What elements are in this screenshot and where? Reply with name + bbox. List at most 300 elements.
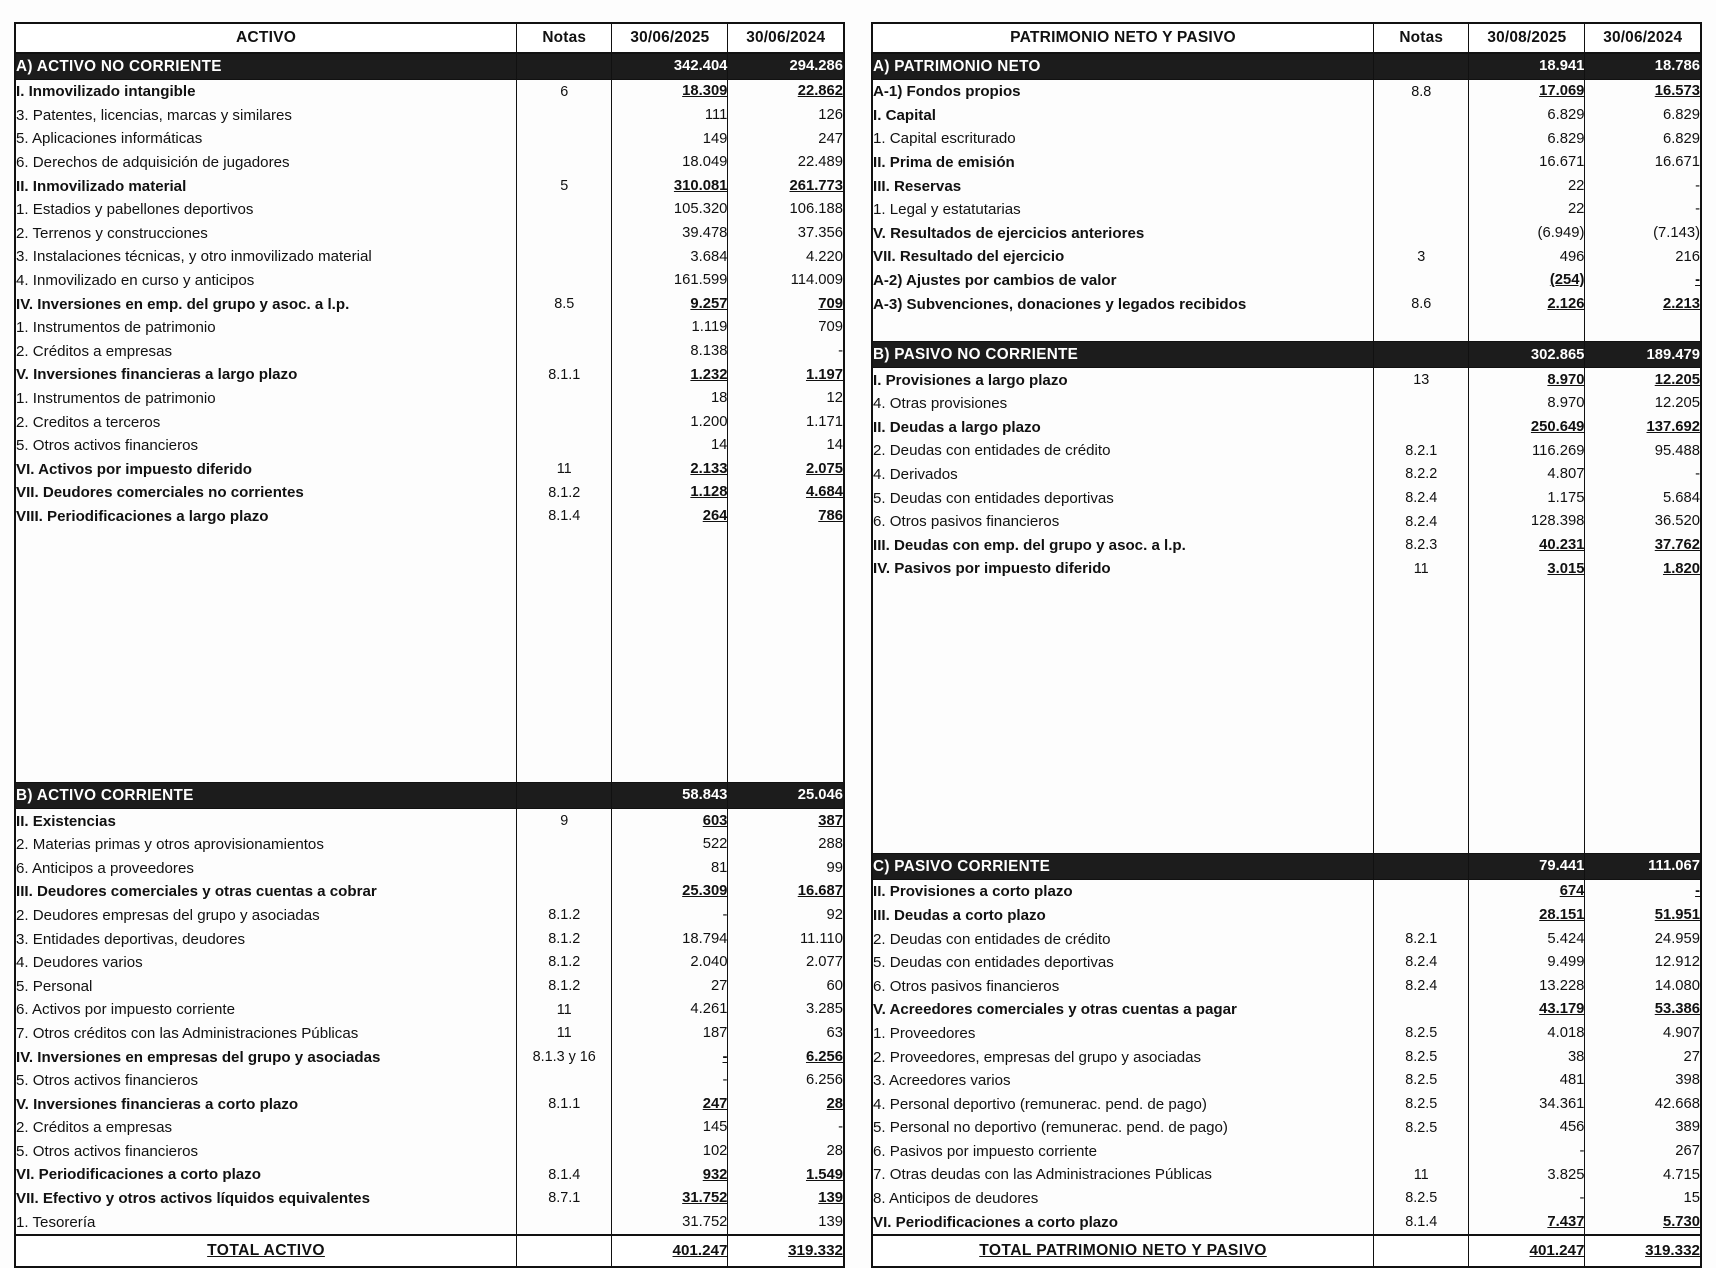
row-value-year1: 7.437	[1469, 1210, 1585, 1235]
row-value-year1: 247	[612, 1092, 728, 1116]
row-note-ref: 8.2.3	[1374, 534, 1469, 558]
row-label: II. Provisiones a corto plazo	[872, 880, 1374, 904]
table-row	[872, 1022, 1701, 1046]
table-row	[15, 458, 844, 482]
row-note-ref: 8.7.1	[517, 1187, 612, 1211]
row-value-year1: 674	[1469, 880, 1585, 904]
spacer-row	[872, 316, 1701, 342]
row-label	[872, 581, 1374, 854]
row-value-year1: 18.941	[1469, 53, 1585, 80]
row-note-ref: 11	[1374, 557, 1469, 581]
row-note-ref	[517, 410, 612, 434]
table-row	[15, 1092, 844, 1116]
row-value-year1: -	[612, 904, 728, 928]
row-value-year2: 6.829	[1585, 104, 1701, 128]
row-value-year1: 31.752	[612, 1187, 728, 1211]
row-label: A-1) Fondos propios	[872, 80, 1374, 104]
row-note-ref: 8.2.5	[1374, 1116, 1469, 1140]
row-value-year1: 27	[612, 974, 728, 998]
row-value-year1: -	[612, 1069, 728, 1093]
table-row	[15, 927, 844, 951]
row-label: VI. Periodificaciones a corto plazo	[15, 1163, 517, 1187]
row-note-ref	[1374, 880, 1469, 904]
row-note-ref: 8.1.3 y 16	[517, 1045, 612, 1069]
row-note-ref	[1374, 392, 1469, 416]
equity-header-notes: Notas	[1374, 23, 1469, 53]
row-value-year1: 4.261	[612, 998, 728, 1022]
table-row	[872, 951, 1701, 975]
row-value-year1: 14	[612, 434, 728, 458]
row-value-year1	[1469, 581, 1585, 854]
table-row	[872, 1140, 1701, 1164]
row-value-year1: 264	[612, 505, 728, 529]
row-label: 5. Deudas con entidades deportivas	[872, 486, 1374, 510]
row-note-ref: 8.2.4	[1374, 974, 1469, 998]
row-value-year2: 16.671	[1585, 151, 1701, 175]
row-value-year1: 302.865	[1469, 342, 1585, 368]
row-label: 3. Acreedores varios	[872, 1069, 1374, 1093]
row-value-year2: 1.171	[728, 410, 844, 434]
row-label: 5. Personal	[15, 974, 517, 998]
row-value-year2: 51.951	[1585, 904, 1701, 928]
row-value-year1: 18	[612, 387, 728, 411]
row-value-year1: 310.081	[612, 174, 728, 198]
table-row	[15, 198, 844, 222]
row-note-ref: 8.1.2	[517, 974, 612, 998]
assets-header-year2: 30/06/2024	[728, 23, 844, 53]
table-row	[15, 434, 844, 458]
table-row	[15, 1045, 844, 1069]
row-value-year1: 1.175	[1469, 486, 1585, 510]
row-label: 5. Otros activos financieros	[15, 1140, 517, 1164]
row-label: I. Capital	[872, 104, 1374, 128]
row-note-ref	[517, 387, 612, 411]
row-value-year2: 139	[728, 1210, 844, 1235]
table-row	[15, 222, 844, 246]
equity-liabilities-panel	[871, 22, 1702, 1268]
row-value-year2: 709	[728, 292, 844, 316]
row-label: 2. Terrenos y construcciones	[15, 222, 517, 246]
row-value-year2: 4.715	[1585, 1163, 1701, 1187]
row-label: 1. Proveedores	[872, 1022, 1374, 1046]
row-value-year2: -	[728, 340, 844, 364]
row-value-year2: -	[1585, 198, 1701, 222]
row-note-ref	[1374, 854, 1469, 880]
row-value-year1: 128.398	[1469, 510, 1585, 534]
row-value-year1: 8.970	[1469, 368, 1585, 392]
row-value-year1: 456	[1469, 1116, 1585, 1140]
row-label: 1. Tesorería	[15, 1210, 517, 1235]
row-value-year2: 189.479	[1585, 342, 1701, 368]
table-row	[872, 198, 1701, 222]
equity-liabilities-table	[871, 22, 1702, 1268]
table-row	[15, 410, 844, 434]
row-value-year2: 267	[1585, 1140, 1701, 1164]
row-label	[15, 528, 517, 783]
table-row	[872, 269, 1701, 293]
row-value-year1: 18.049	[612, 151, 728, 175]
table-row	[15, 481, 844, 505]
row-note-ref	[517, 833, 612, 857]
row-value-year1: 28.151	[1469, 904, 1585, 928]
row-label: V. Acreedores comerciales y otras cuentas a pagar	[872, 998, 1374, 1022]
row-value-year1: 481	[1469, 1069, 1585, 1093]
table-row	[872, 1045, 1701, 1069]
row-note-ref: 8.2.4	[1374, 510, 1469, 534]
row-label: A-2) Ajustes por cambios de valor	[872, 269, 1374, 293]
row-value-year2: 4.220	[728, 245, 844, 269]
table-row	[872, 557, 1701, 581]
table-row	[872, 127, 1701, 151]
row-note-ref: 13	[1374, 368, 1469, 392]
total-assets-label: TOTAL ACTIVO	[15, 1235, 517, 1267]
table-row	[872, 104, 1701, 128]
total-assets-year2: 319.332	[728, 1235, 844, 1267]
row-value-year1: 161.599	[612, 269, 728, 293]
table-row	[872, 1187, 1701, 1211]
row-note-ref	[517, 1210, 612, 1235]
row-label: 4. Otras provisiones	[872, 392, 1374, 416]
row-label: 4. Personal deportivo (remunerac. pend. de pago)	[872, 1092, 1374, 1116]
equity-table-header	[872, 23, 1701, 53]
row-label: 3. Patentes, licencias, marcas y similares	[15, 104, 517, 128]
table-row	[872, 510, 1701, 534]
row-note-ref: 8.8	[1374, 80, 1469, 104]
row-value-year1: 34.361	[1469, 1092, 1585, 1116]
row-value-year1: 105.320	[612, 198, 728, 222]
row-value-year1: 6.829	[1469, 127, 1585, 151]
row-note-ref	[517, 1116, 612, 1140]
assets-table-header	[15, 23, 844, 53]
row-label: V. Inversiones financieras a largo plazo	[15, 363, 517, 387]
row-value-year1: 79.441	[1469, 854, 1585, 880]
table-row	[15, 904, 844, 928]
row-value-year2: 398	[1585, 1069, 1701, 1093]
row-value-year1: 932	[612, 1163, 728, 1187]
row-note-ref	[1374, 269, 1469, 293]
row-note-ref: 8.2.5	[1374, 1022, 1469, 1046]
table-row	[15, 292, 844, 316]
row-label: 7. Otros créditos con las Administraciones Públicas	[15, 1022, 517, 1046]
row-note-ref	[1374, 998, 1469, 1022]
row-value-year1: -	[1469, 1187, 1585, 1211]
row-note-ref: 11	[517, 998, 612, 1022]
row-note-ref	[1374, 1140, 1469, 1164]
row-label: V. Inversiones financieras a corto plazo	[15, 1092, 517, 1116]
row-label: 4. Inmovilizado en curso y anticipos	[15, 269, 517, 293]
row-label: 2. Materias primas y otros aprovisionamientos	[15, 833, 517, 857]
row-value-year2: 111.067	[1585, 854, 1701, 880]
row-note-ref	[517, 340, 612, 364]
table-row	[15, 269, 844, 293]
row-value-year1: 4.807	[1469, 463, 1585, 487]
row-note-ref	[517, 151, 612, 175]
assets-header-title: ACTIVO	[15, 23, 517, 53]
row-note-ref: 8.1.2	[517, 927, 612, 951]
row-label: 5. Otros activos financieros	[15, 434, 517, 458]
row-label: 3. Instalaciones técnicas, y otro inmovilizado material	[15, 245, 517, 269]
table-row	[872, 1163, 1701, 1187]
table-row	[872, 904, 1701, 928]
row-note-ref	[1374, 174, 1469, 198]
row-label: 6. Activos por impuesto corriente	[15, 998, 517, 1022]
equity-header-year1: 30/08/2025	[1469, 23, 1585, 53]
row-value-year2: 2.075	[728, 458, 844, 482]
table-row	[15, 1187, 844, 1211]
spacer-row	[872, 581, 1701, 854]
row-label: III. Deudores comerciales y otras cuentas a cobrar	[15, 880, 517, 904]
table-row	[872, 927, 1701, 951]
row-value-year1: 39.478	[612, 222, 728, 246]
row-note-ref	[517, 245, 612, 269]
row-note-ref	[517, 1140, 612, 1164]
row-label: III. Deudas con emp. del grupo y asoc. a l.p.	[872, 534, 1374, 558]
section-header-row	[15, 53, 844, 80]
row-label: A) ACTIVO NO CORRIENTE	[15, 53, 517, 80]
table-row	[15, 1022, 844, 1046]
table-row	[872, 245, 1701, 269]
row-note-ref: 6	[517, 80, 612, 104]
table-row	[15, 104, 844, 128]
table-row	[872, 368, 1701, 392]
row-value-year2: 12	[728, 387, 844, 411]
section-header-row	[872, 53, 1701, 80]
table-row	[872, 1116, 1701, 1140]
row-note-ref: 8.2.2	[1374, 463, 1469, 487]
row-label: 1. Estadios y pabellones deportivos	[15, 198, 517, 222]
table-row	[15, 505, 844, 529]
section-header-row	[872, 854, 1701, 880]
row-note-ref: 8.2.4	[1374, 951, 1469, 975]
table-row	[15, 809, 844, 833]
row-label: C) PASIVO CORRIENTE	[872, 854, 1374, 880]
row-value-year2: 15	[1585, 1187, 1701, 1211]
row-note-ref: 11	[517, 458, 612, 482]
row-value-year2: 6.829	[1585, 127, 1701, 151]
row-value-year1: 16.671	[1469, 151, 1585, 175]
row-value-year1: 18.794	[612, 927, 728, 951]
table-row	[872, 486, 1701, 510]
total-assets-notes	[517, 1235, 612, 1267]
row-label: I. Provisiones a largo plazo	[872, 368, 1374, 392]
row-note-ref	[517, 783, 612, 809]
row-label: 2. Deudas con entidades de crédito	[872, 927, 1374, 951]
row-value-year2: -	[1585, 463, 1701, 487]
row-value-year2: 114.009	[728, 269, 844, 293]
table-row	[15, 245, 844, 269]
table-row	[15, 951, 844, 975]
table-row	[872, 998, 1701, 1022]
assets-table-body	[15, 53, 844, 1235]
row-label: VI. Activos por impuesto diferido	[15, 458, 517, 482]
row-value-year2: 53.386	[1585, 998, 1701, 1022]
row-note-ref: 8.2.5	[1374, 1045, 1469, 1069]
row-note-ref: 8.2.5	[1374, 1069, 1469, 1093]
row-note-ref: 8.1.2	[517, 951, 612, 975]
row-note-ref: 8.1.4	[517, 505, 612, 529]
row-value-year1: 8.138	[612, 340, 728, 364]
row-value-year1: 9.499	[1469, 951, 1585, 975]
row-value-year1: 116.269	[1469, 439, 1585, 463]
row-value-year2: 27	[1585, 1045, 1701, 1069]
table-row	[15, 880, 844, 904]
row-value-year2: 3.285	[728, 998, 844, 1022]
row-value-year2: 63	[728, 1022, 844, 1046]
row-label: 1. Instrumentos de patrimonio	[15, 387, 517, 411]
equity-header-title: PATRIMONIO NETO Y PASIVO	[872, 23, 1374, 53]
assets-panel	[14, 22, 845, 1268]
row-value-year2: 16.687	[728, 880, 844, 904]
table-row	[15, 80, 844, 104]
table-row	[872, 463, 1701, 487]
row-label: VII. Efectivo y otros activos líquidos equivalentes	[15, 1187, 517, 1211]
row-value-year1: 13.228	[1469, 974, 1585, 998]
table-row	[872, 1092, 1701, 1116]
row-value-year2: 18.786	[1585, 53, 1701, 80]
row-label: VII. Resultado del ejercicio	[872, 245, 1374, 269]
row-value-year1: 2.040	[612, 951, 728, 975]
row-value-year2: 25.046	[728, 783, 844, 809]
row-value-year1: 1.128	[612, 481, 728, 505]
row-label: II. Prima de emisión	[872, 151, 1374, 175]
row-value-year1: 4.018	[1469, 1022, 1585, 1046]
row-note-ref: 8.1.1	[517, 363, 612, 387]
row-label: 2. Deudores empresas del grupo y asociadas	[15, 904, 517, 928]
row-value-year1: -	[1469, 1140, 1585, 1164]
row-label: VI. Periodificaciones a corto plazo	[872, 1210, 1374, 1235]
row-label: 7. Otras deudas con las Administraciones Públicas	[872, 1163, 1374, 1187]
row-value-year1	[1469, 316, 1585, 342]
row-note-ref	[517, 269, 612, 293]
row-label: I. Inmovilizado intangible	[15, 80, 517, 104]
row-value-year2: 4.907	[1585, 1022, 1701, 1046]
row-label: 2. Créditos a empresas	[15, 340, 517, 364]
row-label: III. Reservas	[872, 174, 1374, 198]
row-value-year2: 5.730	[1585, 1210, 1701, 1235]
row-label: 5. Otros activos financieros	[15, 1069, 517, 1093]
row-note-ref	[517, 316, 612, 340]
row-value-year1: 149	[612, 127, 728, 151]
row-note-ref	[1374, 342, 1469, 368]
row-value-year2	[728, 528, 844, 783]
row-note-ref	[517, 222, 612, 246]
row-note-ref	[517, 104, 612, 128]
row-value-year2: 92	[728, 904, 844, 928]
row-label: 4. Derivados	[872, 463, 1374, 487]
row-value-year2: 709	[728, 316, 844, 340]
table-row	[15, 1069, 844, 1093]
row-value-year2: 288	[728, 833, 844, 857]
table-row	[872, 222, 1701, 246]
row-label: III. Deudas a corto plazo	[872, 904, 1374, 928]
row-value-year2: 389	[1585, 1116, 1701, 1140]
row-value-year1: -	[612, 1045, 728, 1069]
row-note-ref	[517, 434, 612, 458]
row-value-year2: 126	[728, 104, 844, 128]
row-value-year2: 2.213	[1585, 292, 1701, 316]
assets-table-footer	[15, 1235, 844, 1267]
row-value-year2	[1585, 581, 1701, 854]
row-value-year1: 18.309	[612, 80, 728, 104]
row-note-ref	[1374, 222, 1469, 246]
row-value-year1: 81	[612, 857, 728, 881]
row-value-year2: -	[728, 1116, 844, 1140]
table-row	[15, 857, 844, 881]
table-row	[15, 833, 844, 857]
row-value-year2: 12.205	[1585, 368, 1701, 392]
row-label: V. Resultados de ejercicios anteriores	[872, 222, 1374, 246]
row-label: A) PATRIMONIO NETO	[872, 53, 1374, 80]
row-label: 5. Personal no deportivo (remunerac. pend. de pago)	[872, 1116, 1374, 1140]
row-label	[872, 316, 1374, 342]
row-value-year2: 4.684	[728, 481, 844, 505]
row-note-ref: 8.2.5	[1374, 1092, 1469, 1116]
row-value-year1: 58.843	[612, 783, 728, 809]
row-note-ref: 8.2.1	[1374, 927, 1469, 951]
row-value-year1: 111	[612, 104, 728, 128]
row-value-year1: 8.970	[1469, 392, 1585, 416]
row-value-year2: 95.488	[1585, 439, 1701, 463]
row-note-ref	[1374, 581, 1469, 854]
row-value-year2: 247	[728, 127, 844, 151]
row-note-ref: 8.2.4	[1374, 486, 1469, 510]
table-row	[15, 151, 844, 175]
row-label: IV. Inversiones en emp. del grupo y asoc. a l.p.	[15, 292, 517, 316]
row-value-year1: 6.829	[1469, 104, 1585, 128]
row-value-year1: 496	[1469, 245, 1585, 269]
row-label: 6. Derechos de adquisición de jugadores	[15, 151, 517, 175]
row-value-year2: 11.110	[728, 927, 844, 951]
row-value-year2: 28	[728, 1140, 844, 1164]
row-label: II. Inmovilizado material	[15, 174, 517, 198]
row-note-ref	[1374, 904, 1469, 928]
table-row	[15, 974, 844, 998]
row-label: 2. Créditos a empresas	[15, 1116, 517, 1140]
table-row	[872, 1069, 1701, 1093]
equity-header-year2: 30/06/2024	[1585, 23, 1701, 53]
row-note-ref: 5	[517, 174, 612, 198]
row-note-ref: 11	[1374, 1163, 1469, 1187]
total-equity-liabilities-row	[872, 1235, 1701, 1267]
row-note-ref: 8.1.4	[517, 1163, 612, 1187]
row-label: 5. Aplicaciones informáticas	[15, 127, 517, 151]
row-label: 2. Deudas con entidades de crédito	[872, 439, 1374, 463]
row-note-ref	[1374, 127, 1469, 151]
row-note-ref	[1374, 198, 1469, 222]
row-value-year1: 342.404	[612, 53, 728, 80]
row-note-ref: 8.1.2	[517, 904, 612, 928]
table-row	[872, 880, 1701, 904]
row-value-year1: 17.069	[1469, 80, 1585, 104]
row-value-year1: 102	[612, 1140, 728, 1164]
row-value-year1: 31.752	[612, 1210, 728, 1235]
row-value-year2: 294.286	[728, 53, 844, 80]
assets-header-notes: Notas	[517, 23, 612, 53]
row-value-year2: 42.668	[1585, 1092, 1701, 1116]
row-note-ref	[1374, 316, 1469, 342]
row-value-year2: 1.197	[728, 363, 844, 387]
row-value-year1: 25.309	[612, 880, 728, 904]
row-value-year2: 37.762	[1585, 534, 1701, 558]
row-value-year1: 1.200	[612, 410, 728, 434]
table-row	[15, 1140, 844, 1164]
row-label: IV. Pasivos por impuesto diferido	[872, 557, 1374, 581]
total-equity-notes	[1374, 1235, 1469, 1267]
row-label: 1. Legal y estatutarias	[872, 198, 1374, 222]
table-row	[15, 174, 844, 198]
row-label: 6. Otros pasivos financieros	[872, 510, 1374, 534]
total-equity-year2: 319.332	[1585, 1235, 1701, 1267]
